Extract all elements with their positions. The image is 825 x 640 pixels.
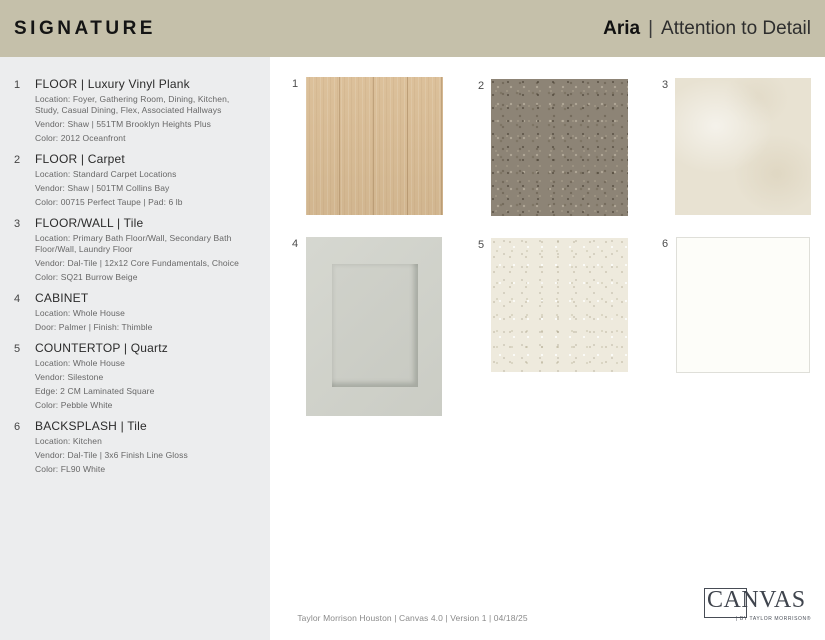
spec-detail-color: Color: 00715 Perfect Taupe | Pad: 6 lb bbox=[35, 197, 183, 207]
spec-number: 4 bbox=[14, 293, 21, 305]
swatch-number-4: 4 bbox=[292, 238, 299, 250]
swatch-number-5: 5 bbox=[478, 239, 485, 251]
spec-detail-color: Color: SQ21 Burrow Beige bbox=[35, 272, 138, 282]
spec-number: 5 bbox=[14, 343, 21, 355]
spec-body bbox=[35, 342, 258, 411]
canvas-byline: | BY TAYLOR MORRISON® bbox=[735, 616, 811, 622]
spec-detail-vendor: Vendor: Silestone bbox=[35, 372, 104, 382]
swatch-carpet bbox=[491, 79, 628, 216]
title-separator: | bbox=[648, 17, 654, 39]
spec-number: 3 bbox=[14, 218, 21, 230]
spec-list-sidebar bbox=[0, 57, 270, 640]
spec-title: FLOOR | Luxury Vinyl Plank bbox=[35, 77, 190, 91]
spec-detail-vendor: Vendor: Shaw | 501TM Collins Bay bbox=[35, 183, 170, 193]
spec-body bbox=[35, 153, 258, 208]
spec-item-countertop bbox=[14, 342, 258, 411]
swatch-number-3: 3 bbox=[662, 79, 669, 91]
swatch-cabinet-door bbox=[306, 237, 442, 416]
spec-detail-location: Location: Foyer, Gathering Room, Dining, Kitchen, Study, Casual Dining, Flex, Associated Hallways bbox=[35, 94, 230, 115]
spec-title: BACKSPLASH | Tile bbox=[35, 419, 147, 433]
spec-item-cabinet bbox=[14, 292, 258, 333]
canvas-logo bbox=[704, 586, 812, 632]
spec-title: CABINET bbox=[35, 291, 89, 305]
spec-item-floor-lvp bbox=[14, 78, 258, 144]
spec-title: FLOOR/WALL | Tile bbox=[35, 216, 144, 230]
swatch-bath-tile bbox=[675, 78, 811, 215]
spec-number: 2 bbox=[14, 154, 21, 166]
canvas-wordmark: CANVAS bbox=[707, 587, 806, 613]
spec-detail-edge: Edge: 2 CM Laminated Square bbox=[35, 386, 155, 396]
spec-detail-color: Color: 2012 Oceanfront bbox=[35, 133, 126, 143]
header-bar bbox=[0, 0, 825, 57]
spec-detail-color: Color: FL90 White bbox=[35, 464, 106, 474]
spec-number: 6 bbox=[14, 421, 21, 433]
spec-item-floor-wall-tile bbox=[14, 217, 258, 283]
spec-detail-vendor: Vendor: Dal-Tile | 12x12 Core Fundamentals, Choice bbox=[35, 258, 239, 268]
spec-title: COUNTERTOP | Quartz bbox=[35, 341, 168, 355]
spec-detail-location: Location: Whole House bbox=[35, 308, 125, 318]
spec-item-floor-carpet bbox=[14, 153, 258, 208]
swatch-backsplash-tile bbox=[676, 237, 810, 373]
spec-detail-vendor: Vendor: Dal-Tile | 3x6 Finish Line Gloss bbox=[35, 450, 188, 460]
spec-detail-vendor: Vendor: Shaw | 551TM Brooklyn Heights Plus bbox=[35, 119, 212, 129]
spec-detail-location: Location: Whole House bbox=[35, 358, 125, 368]
cabinet-recessed-panel bbox=[332, 264, 418, 387]
document-version-line: Taylor Morrison Houston | Canvas 4.0 | Version 1 | 04/18/25 bbox=[297, 613, 528, 623]
brand-wordmark: SIGNATURE bbox=[14, 17, 156, 39]
collection-tagline: Attention to Detail bbox=[661, 17, 811, 39]
collection-name: Aria bbox=[603, 17, 641, 39]
swatch-luxury-vinyl-plank bbox=[306, 77, 443, 215]
spec-number: 1 bbox=[14, 79, 21, 91]
spec-body bbox=[35, 78, 258, 144]
spec-body bbox=[35, 292, 258, 333]
spec-body bbox=[35, 217, 258, 283]
spec-detail-location: Location: Primary Bath Floor/Wall, Secondary Bath Floor/Wall, Laundry Floor bbox=[35, 233, 232, 254]
spec-detail-location: Location: Standard Carpet Locations bbox=[35, 169, 177, 179]
swatch-quartz-countertop bbox=[491, 238, 628, 372]
swatch-number-1: 1 bbox=[292, 78, 299, 90]
spec-body bbox=[35, 420, 258, 475]
spec-detail-color: Color: Pebble White bbox=[35, 400, 113, 410]
swatch-number-6: 6 bbox=[662, 238, 669, 250]
swatch-number-2: 2 bbox=[478, 80, 485, 92]
spec-title: FLOOR | Carpet bbox=[35, 152, 125, 166]
spec-detail-door: Door: Palmer | Finish: Thimble bbox=[35, 322, 153, 332]
spec-detail-location: Location: Kitchen bbox=[35, 436, 102, 446]
spec-item-backsplash bbox=[14, 420, 258, 475]
collection-title bbox=[603, 18, 811, 40]
